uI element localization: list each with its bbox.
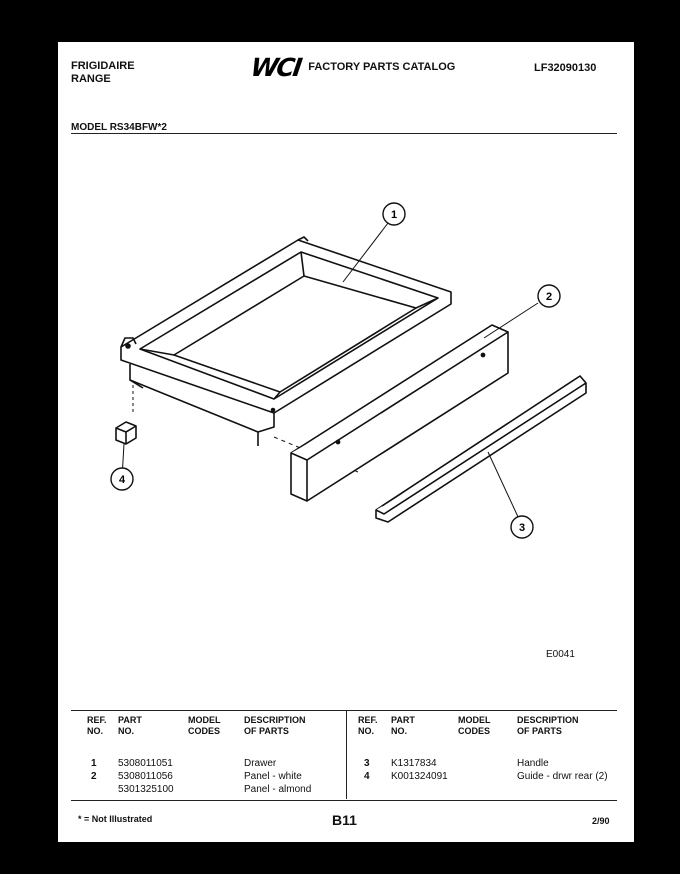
footnote: * = Not Illustrated (78, 814, 153, 824)
model-line: MODEL RS34BFW*2 (71, 122, 167, 133)
table-top-rule (71, 710, 617, 711)
ref-no: 3 (364, 758, 370, 769)
header-model-codes-right: MODEL CODES (458, 715, 491, 736)
part-description: Handle (517, 758, 549, 769)
page-number: B11 (332, 812, 357, 828)
header-part-no-right: PART NO. (391, 715, 415, 736)
callout-2 (538, 285, 560, 307)
ref-no: 1 (91, 758, 97, 769)
part-description: Drawer (244, 758, 277, 769)
part-description: Panel - white (244, 771, 302, 782)
header-model-codes-left: MODEL CODES (188, 715, 221, 736)
table-bottom-rule (71, 800, 617, 801)
figure-code: E0041 (546, 649, 575, 660)
table-separator (346, 711, 347, 799)
header-ref-no-right: REF. NO. (358, 715, 378, 736)
ref-no: 4 (364, 771, 370, 782)
part-no: 5301325100 (118, 784, 174, 795)
part-no: K001324091 (391, 771, 448, 782)
part-description: Guide - drwr rear (2) (517, 771, 608, 782)
parts-sheet (58, 42, 634, 842)
brand-name: FRIGIDAIRE (71, 60, 135, 72)
callout-2-label: 2 (545, 291, 553, 303)
callout-1-label: 1 (390, 209, 398, 221)
part-description: Panel - almond (244, 784, 312, 795)
wci-logo: WCI (248, 52, 303, 82)
callout-4 (111, 468, 133, 490)
callout-4-label: 4 (118, 474, 126, 486)
revision-date: 2/90 (592, 816, 610, 826)
callout-1 (383, 203, 405, 225)
callout-3 (511, 516, 533, 538)
header-ref-no-left: REF. NO. (87, 715, 107, 736)
exploded-parts-diagram (58, 42, 634, 642)
callout-3-label: 3 (518, 522, 526, 534)
ref-no: 2 (91, 771, 97, 782)
catalog-number: LF32090130 (534, 62, 597, 74)
part-no: 5308011051 (118, 758, 173, 769)
header-description-left: DESCRIPTION OF PARTS (244, 715, 306, 736)
part-no: K1317834 (391, 758, 437, 769)
product-name: RANGE (71, 73, 111, 85)
catalog-title: FACTORY PARTS CATALOG (308, 61, 456, 73)
guide-part (116, 422, 136, 444)
header-description-right: DESCRIPTION OF PARTS (517, 715, 579, 736)
part-no: 5308011056 (118, 771, 173, 782)
header-part-no-left: PART NO. (118, 715, 142, 736)
